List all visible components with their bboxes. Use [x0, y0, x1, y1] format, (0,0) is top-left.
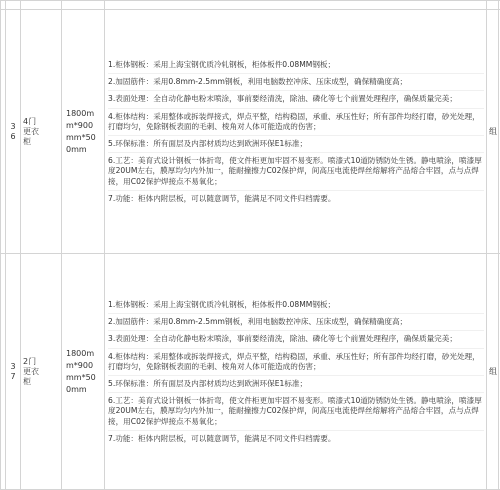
spec-line: 3.表面处理：全自动化静电粉末喷涂，事前要经清洗，除油、磷化等七个前置处理程序，确保质量完美；	[108, 331, 484, 348]
spec-line: 4.柜体结构：采用整体或拆装焊接式，焊点平整，结构稳固，承重、承压性好；所有部件均经打磨，砂光处理，打磨均匀，免除钢板表面的毛刺、棱角对人体可能造成的伤害；	[108, 349, 484, 376]
spec-line: 7.功能：柜体内附层板，可以随意调节，能满足不同文件归档需要。	[108, 191, 484, 207]
cell-number[interactable]: 3 7	[6, 254, 21, 490]
spec-line: 6.工艺：美育式设计钢板一体折弯，使文件柜更加牢固不易变形。喷漆式10道防锈防处生锈。静电喷涂，喷漆厚度20UM左右，膜厚均匀内外加一，能耐撞擦力C02保护焊，间高压电流使焊丝熔解将产品熔合牢固，点与点焊接，用C02保护焊接点不易氧化；	[108, 153, 484, 191]
spec-line: 5.环保标准：所有面层及内部材质均达到欧洲环保E1标准；	[108, 136, 484, 153]
table-row	[1, 254, 500, 490]
cell-unit[interactable]: 组	[487, 10, 499, 254]
table-row	[1, 10, 500, 254]
spec-line: 5.环保标准：所有面层及内部材质均达到欧洲环保E1标准；	[108, 376, 484, 393]
spec-line: 6.工艺：美育式设计钢板一体折弯，使文件柜更加牢固不易变形。喷漆式10道防锈防处生锈。静电喷涂，喷漆厚度20UM左右，膜厚均匀内外加一，能耐撞擦力C02保护焊，间高压电流使焊丝熔解将产品熔合牢固，点与点焊接，用C02保护焊接点不易氧化；	[108, 393, 484, 431]
cell-description[interactable]	[105, 10, 487, 254]
spec-line: 4.柜体结构：采用整体或拆装焊接式，焊点平整，结构稳固，承重、承压性好；所有部件均经打磨，砂光处理，打磨均匀，免除钢板表面的毛刺、棱角对人体可能造成的伤害；	[108, 109, 484, 136]
spec-line: 3.表面处理：全自动化静电粉末喷涂，事前要经清洗，除油、磷化等七个前置处理程序，确保质量完美；	[108, 91, 484, 108]
table-row-top	[1, 1, 500, 10]
spec-line: 1.柜体钢板：采用上海宝钢优质冷轧钢板，柜体板件0.08MM钢板；	[108, 57, 484, 74]
spec-line: 2.加固筋件：采用0.8mm-2.5mm钢板，利用电脑数控冲床、压床成型，确保精确度高；	[108, 74, 484, 91]
cell-size[interactable]: 1800m m*900 mm*50 0mm	[62, 10, 105, 254]
spec-line: 1.柜体钢板：采用上海宝钢优质冷轧钢板，柜体板件0.08MM钢板；	[108, 297, 484, 314]
cell-description[interactable]	[105, 254, 487, 490]
cell-unit[interactable]: 组	[487, 254, 499, 490]
cell-product-name[interactable]: 4门 更衣 柜	[21, 10, 62, 254]
cell-number[interactable]: 3 6	[6, 10, 21, 254]
spec-line: 2.加固筋件：采用0.8mm-2.5mm钢板，利用电脑数控冲床、压床成型，确保精确度高；	[108, 314, 484, 331]
cell-product-name[interactable]: 2门 更衣 柜	[21, 254, 62, 490]
cell-size[interactable]: 1800m m*900 mm*50 0mm	[62, 254, 105, 490]
spec-line: 7.功能：柜体内附层板，可以随意调节，能满足不同文件归档需要。	[108, 431, 484, 447]
